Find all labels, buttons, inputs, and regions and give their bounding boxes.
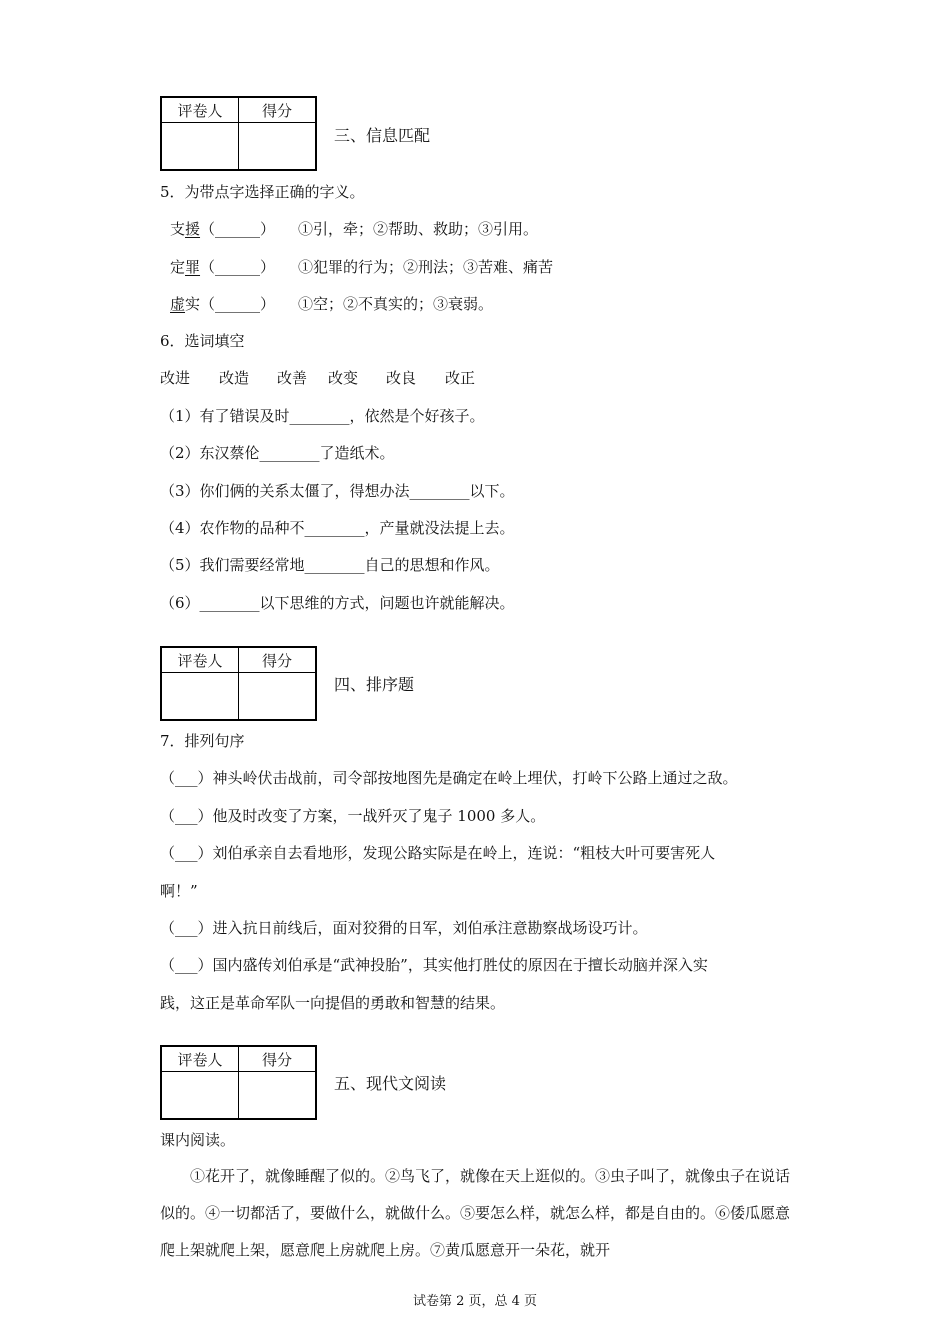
q5-row-3: 虚实（______）: [170, 295, 276, 313]
score-cell[interactable]: [239, 1072, 317, 1120]
word-option: 改善: [277, 369, 308, 387]
q7-line-4: （___）进入抗日前线后，面对狡猾的日军，刘伯承注意勘察战场设巧计。: [160, 919, 648, 937]
word-option: 改正: [445, 369, 476, 387]
q7-stem: 7．排列句序: [160, 732, 245, 750]
score-cell[interactable]: [239, 673, 317, 721]
reviewer-cell[interactable]: [161, 123, 239, 171]
q7-line-3-cont: 啊！”: [160, 882, 198, 900]
q5-row-2: 定罪（______）: [170, 258, 276, 276]
word-option: 改造: [219, 369, 250, 387]
reviewer-cell[interactable]: [161, 1072, 239, 1120]
reading-passage: ①花开了，就像睡醒了似的。②鸟飞了，就像在天上逛似的。③虫子叫了，就像虫子在说话似的。④一切都活了，要做什么，就做什么。⑤要怎么样，就怎么样，都是自由的。⑥倭瓜愿意爬上架就爬上架，愿意爬上房就爬上房。⑦黄瓜愿意开一朵花，就开: [160, 1167, 791, 1259]
q5-row-3-options: ①空；②不真实的；③衰弱。: [298, 295, 494, 313]
q6-item-4: （4）农作物的品种不________，产量就没法提上去。: [160, 519, 515, 537]
q7-line-5-cont: 践，这正是革命军队一向提倡的勇敢和智慧的结果。: [160, 994, 506, 1012]
score-label: 得分: [239, 647, 317, 673]
q6-item-3: （3）你们俩的关系太僵了，得想办法________以下。: [160, 482, 515, 500]
q6-item-2: （2）东汉蔡伦________了造纸术。: [160, 444, 395, 462]
section4-title: 四、排序题: [334, 675, 415, 694]
q6-item-1: （1）有了错误及时________，依然是个好孩子。: [160, 407, 485, 425]
answer-blank[interactable]: （______）: [200, 295, 276, 313]
score-table-section4: [160, 646, 317, 721]
q6-item-5: （5）我们需要经常地________自己的思想和作风。: [160, 556, 500, 574]
reviewer-label: 评卷人: [161, 97, 239, 123]
reviewer-label: 评卷人: [161, 1046, 239, 1072]
dotted-char: 罪: [185, 258, 201, 276]
word-option: 改良: [386, 369, 417, 387]
section3-title: 三、信息匹配: [334, 126, 431, 145]
q7-line-3: （___）刘伯承亲自去看地形，发现公路实际是在岭上，连说：“粗枝大叶可要害死人: [160, 844, 716, 862]
score-label: 得分: [239, 97, 317, 123]
page-footer: 试卷第 2 页，总 4 页: [412, 1294, 538, 1309]
q5-row-1-options: ①引，牵；②帮助、救助；③引用。: [298, 220, 539, 238]
reviewer-label: 评卷人: [161, 647, 239, 673]
dotted-char: 援: [185, 220, 201, 238]
q5-row-2-options: ①犯罪的行为；②刑法；③苦难、痛苦: [298, 258, 554, 276]
q5-stem: 5．为带点字选择正确的字义。: [160, 183, 365, 201]
answer-blank[interactable]: （______）: [200, 220, 276, 238]
q6-stem: 6．选词填空: [160, 332, 245, 350]
score-cell[interactable]: [239, 123, 317, 171]
q7-line-1: （___）神头岭伏击战前，司令部按地图先是确定在岭上埋伏，打岭下公路上通过之敌。: [160, 769, 738, 787]
score-table-section5: [160, 1045, 317, 1120]
q5-row-1: 支援（______）: [170, 220, 276, 238]
answer-blank[interactable]: （______）: [200, 258, 276, 276]
section5-title: 五、现代文阅读: [334, 1074, 447, 1093]
word-option: 改变: [328, 369, 359, 387]
q7-line-5: （___）国内盛传刘伯承是“武神投胎”，其实他打胜仗的原因在于擅长动脑并深入实: [160, 956, 708, 974]
reading-intro: 课内阅读。: [160, 1131, 236, 1149]
q6-item-6: （6）________以下思维的方式，问题也许就能解决。: [160, 594, 515, 612]
q7-line-2: （___）他及时改变了方案，一战歼灭了鬼子 1000 多人。: [160, 807, 546, 825]
reviewer-cell[interactable]: [161, 673, 239, 721]
score-table-section3: [160, 96, 317, 171]
score-label: 得分: [239, 1046, 317, 1072]
dotted-char: 虚: [170, 295, 186, 313]
word-option: 改进: [160, 369, 191, 387]
